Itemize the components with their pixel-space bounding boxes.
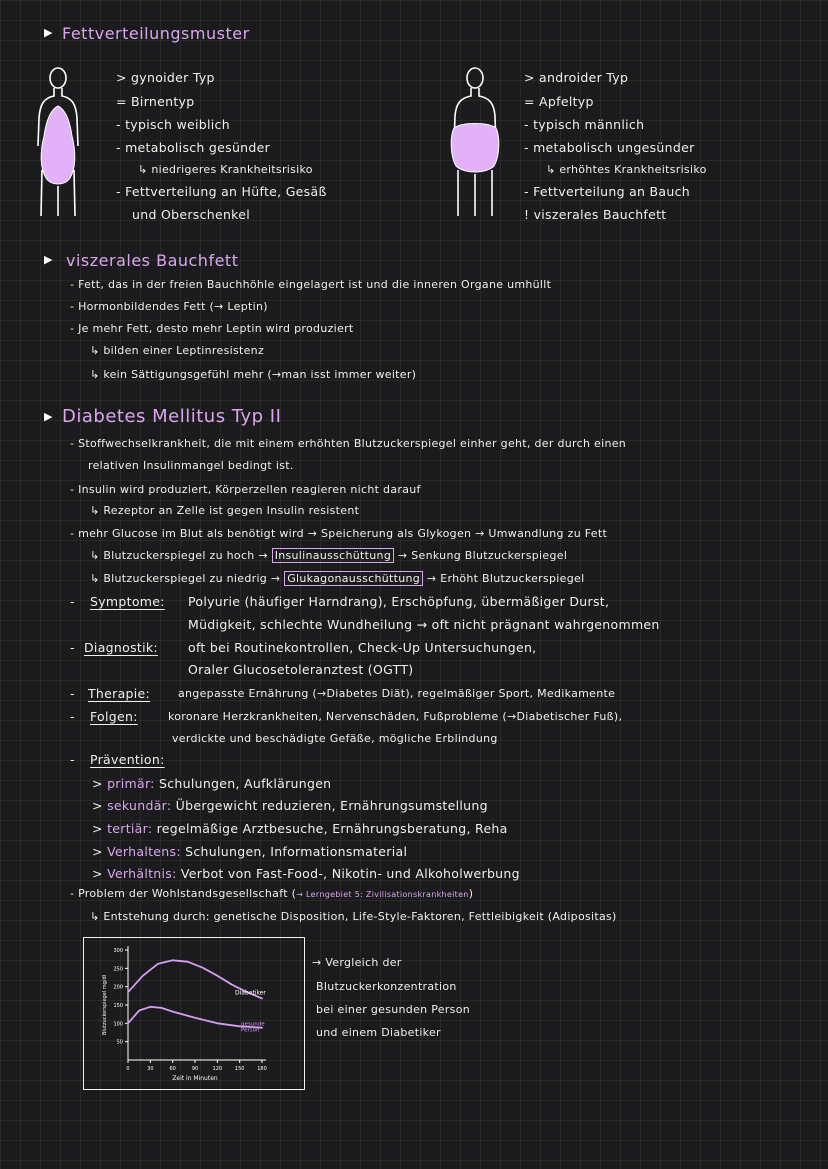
android-line-4: - metabolisch ungesünder bbox=[524, 140, 695, 155]
prevention-key: tertiär: bbox=[107, 821, 153, 836]
compare-line-2: Blutzuckerkonzentration bbox=[316, 980, 457, 993]
bullet-triangle-icon: ▶ bbox=[44, 253, 53, 266]
diagnostics-dash: - bbox=[70, 640, 75, 655]
symptoms-dash: - bbox=[70, 594, 75, 609]
prevention-item: > primär: Schulungen, Aufklärungen bbox=[92, 776, 332, 791]
problem-reference: → Lerngebiet 5: Zivilisationskrankheiten bbox=[296, 890, 469, 899]
bullet-triangle-icon: ▶ bbox=[44, 26, 53, 39]
blood-sugar-chart-frame bbox=[83, 937, 305, 1090]
gynoid-line-5: ↳ niedrigeres Krankheitsrisiko bbox=[138, 163, 313, 176]
prevention-label: Prävention: bbox=[90, 752, 165, 767]
android-line-2: = Apfeltyp bbox=[524, 94, 594, 109]
therapy-label: Therapie: bbox=[88, 686, 151, 701]
visceral-line-5: ↳ kein Sättigungsgefühl mehr (→man isst immer weiter) bbox=[90, 368, 417, 381]
series-label-healthy: Person bbox=[241, 1027, 260, 1034]
prevention-key: Verhältnis: bbox=[107, 866, 177, 881]
prevention-value: regelmäßige Arztbesuche, Ernährungsberatung, Reha bbox=[156, 821, 508, 836]
compare-line-1: → Vergleich der bbox=[312, 956, 402, 969]
symptoms-label: Symptome: bbox=[90, 594, 165, 609]
diagnostics-label: Diagnostik: bbox=[84, 640, 158, 655]
x-tick-label: 30 bbox=[147, 1066, 154, 1072]
gynoid-line-2: = Birnentyp bbox=[116, 94, 195, 109]
section-title-fat-distribution: Fettverteilungsmuster bbox=[62, 24, 250, 43]
prevention-item: > tertiär: regelmäßige Arztbesuche, Ernährungsberatung, Reha bbox=[92, 821, 508, 836]
y-axis-label: Blutzuckerspiegel mg/dl bbox=[102, 974, 108, 1036]
prevention-value: Verbot von Fast-Food-, Nikotin- und Alkoholwerbung bbox=[180, 866, 520, 881]
visceral-line-3: - Je mehr Fett, desto mehr Leptin wird produziert bbox=[70, 322, 354, 335]
gynoid-body-figure bbox=[34, 66, 82, 220]
therapy-dash: - bbox=[70, 686, 75, 701]
glucagon-condition: ↳ Blutzuckerspiegel zu niedrig → bbox=[90, 572, 281, 585]
problem-close: ) bbox=[468, 887, 474, 900]
symptoms-text-2: Müdigkeit, schlechte Wundheilung → oft nicht prägnant wahrgenommen bbox=[188, 617, 660, 632]
prevention-value: Schulungen, Aufklärungen bbox=[158, 776, 332, 791]
symptoms-text-1: Polyurie (häufiger Harndrang), Erschöpfung, übermäßiger Durst, bbox=[188, 594, 610, 609]
problem-line bbox=[70, 887, 473, 900]
diagnostics-text-1: oft bei Routinekontrollen, Check-Up Untersuchungen, bbox=[188, 640, 537, 655]
consequences-label: Folgen: bbox=[90, 709, 138, 724]
x-axis-label: Zeit in Minuten bbox=[172, 1075, 218, 1082]
gynoid-line-7: und Oberschenkel bbox=[132, 207, 251, 222]
prevention-value: Übergewicht reduzieren, Ernährungsumstellung bbox=[175, 798, 488, 813]
consequences-text-2: verdickte und beschädigte Gefäße, mögliche Erblindung bbox=[172, 732, 498, 745]
blood-sugar-chart bbox=[84, 938, 303, 1088]
series-label-healthy: gesunde bbox=[241, 1021, 265, 1028]
prevention-value: Schulungen, Informationsmaterial bbox=[185, 844, 408, 859]
y-tick-label: 200 bbox=[113, 984, 123, 991]
diabetes-line-5 bbox=[90, 549, 567, 562]
x-tick-label: 60 bbox=[169, 1066, 176, 1072]
insulin-release-box: Insulinausschüttung bbox=[272, 548, 394, 563]
bullet-triangle-icon: ▶ bbox=[44, 410, 53, 423]
y-tick-label: 100 bbox=[113, 1021, 123, 1028]
series-label-diabetic: Diabetiker bbox=[235, 989, 266, 997]
x-tick-label: 0 bbox=[126, 1066, 130, 1072]
android-line-6: - Fettverteilung an Bauch bbox=[524, 184, 691, 199]
android-body-figure bbox=[446, 66, 504, 220]
consequences-text-1: koronare Herzkrankheiten, Nervenschäden, Fußprobleme (→Diabetischer Fuß), bbox=[168, 710, 623, 723]
section-title-visceral-fat: viszerales Bauchfett bbox=[66, 251, 239, 270]
prevention-item: > sekundär: Übergewicht reduzieren, Ernährungsumstellung bbox=[92, 798, 488, 813]
visceral-line-1: - Fett, das in der freien Bauchhöhle eingelagert ist und die inneren Organe umhüllt bbox=[70, 278, 552, 291]
x-tick-label: 120 bbox=[212, 1066, 223, 1072]
insulin-effect: → Senkung Blutzuckerspiegel bbox=[397, 549, 568, 562]
diabetes-line-1b: relativen Insulinmangel bedingt ist. bbox=[88, 459, 294, 472]
visceral-line-4: ↳ bilden einer Leptinresistenz bbox=[90, 344, 265, 357]
diagnostics-text-2: Oraler Glucosetoleranztest (OGTT) bbox=[188, 662, 414, 677]
glucagon-effect: → Erhöht Blutzuckerspiegel bbox=[426, 572, 585, 585]
insulin-condition: ↳ Blutzuckerspiegel zu hoch → bbox=[90, 549, 268, 562]
diabetes-line-4: - mehr Glucose im Blut als benötigt wird → Speicherung als Glykogen → Umwandlung zu Fett bbox=[70, 527, 608, 540]
diabetes-line-3: ↳ Rezeptor an Zelle ist gegen Insulin resistent bbox=[90, 504, 360, 517]
android-line-3: - typisch männlich bbox=[524, 117, 645, 132]
y-tick-label: 250 bbox=[113, 966, 123, 973]
y-tick-label: 300 bbox=[113, 948, 123, 954]
section-title-diabetes: Diabetes Mellitus Typ II bbox=[62, 406, 282, 427]
y-tick-label: 150 bbox=[113, 1003, 123, 1009]
therapy-text: angepasste Ernährung (→Diabetes Diät), regelmäßiger Sport, Medikamente bbox=[178, 687, 616, 700]
gynoid-line-4: - metabolisch gesünder bbox=[116, 140, 271, 155]
diabetes-line-1: - Stoffwechselkrankheit, die mit einem erhöhten Blutzuckerspiegel einher geht, der durch einen bbox=[70, 437, 627, 450]
origin-line: ↳ Entstehung durch: genetische Disposition, Life-Style-Faktoren, Fettleibigkeit (Adipositas) bbox=[90, 910, 617, 923]
gynoid-line-1: > gynoider Typ bbox=[116, 70, 215, 85]
gynoid-line-3: - typisch weiblich bbox=[116, 117, 230, 132]
android-line-1: > androider Typ bbox=[524, 70, 629, 85]
x-tick-label: 180 bbox=[257, 1066, 267, 1072]
compare-line-4: und einem Diabetiker bbox=[316, 1026, 441, 1039]
prevention-item: > Verhältnis: Verbot von Fast-Food-, Nikotin- und Alkoholwerbung bbox=[92, 866, 520, 881]
prevention-dash: - bbox=[70, 752, 75, 767]
y-tick-label: 50 bbox=[116, 1039, 123, 1046]
visceral-line-2: - Hormonbildendes Fett (→ Leptin) bbox=[70, 300, 268, 313]
compare-line-3: bei einer gesunden Person bbox=[316, 1003, 470, 1016]
prevention-key: Verhaltens: bbox=[107, 844, 181, 859]
prevention-item: > Verhaltens: Schulungen, Informationsmaterial bbox=[92, 844, 408, 859]
android-line-7: ! viszerales Bauchfett bbox=[524, 207, 667, 222]
problem-text: - Problem der Wohlstandsgesellschaft ( bbox=[70, 887, 297, 900]
glucagon-release-box: Glukagonausschüttung bbox=[284, 571, 423, 586]
consequences-dash: - bbox=[70, 709, 75, 724]
prevention-key: sekundär: bbox=[107, 798, 172, 813]
prevention-key: primär: bbox=[107, 776, 155, 791]
diabetes-line-2: - Insulin wird produziert, Körperzellen reagieren nicht darauf bbox=[70, 483, 421, 496]
android-line-5: ↳ erhöhtes Krankheitsrisiko bbox=[546, 163, 707, 176]
x-tick-label: 90 bbox=[191, 1066, 199, 1072]
x-tick-label: 150 bbox=[234, 1066, 245, 1072]
gynoid-line-6: - Fettverteilung an Hüfte, Gesäß bbox=[116, 184, 327, 199]
diabetes-line-6 bbox=[90, 572, 584, 585]
